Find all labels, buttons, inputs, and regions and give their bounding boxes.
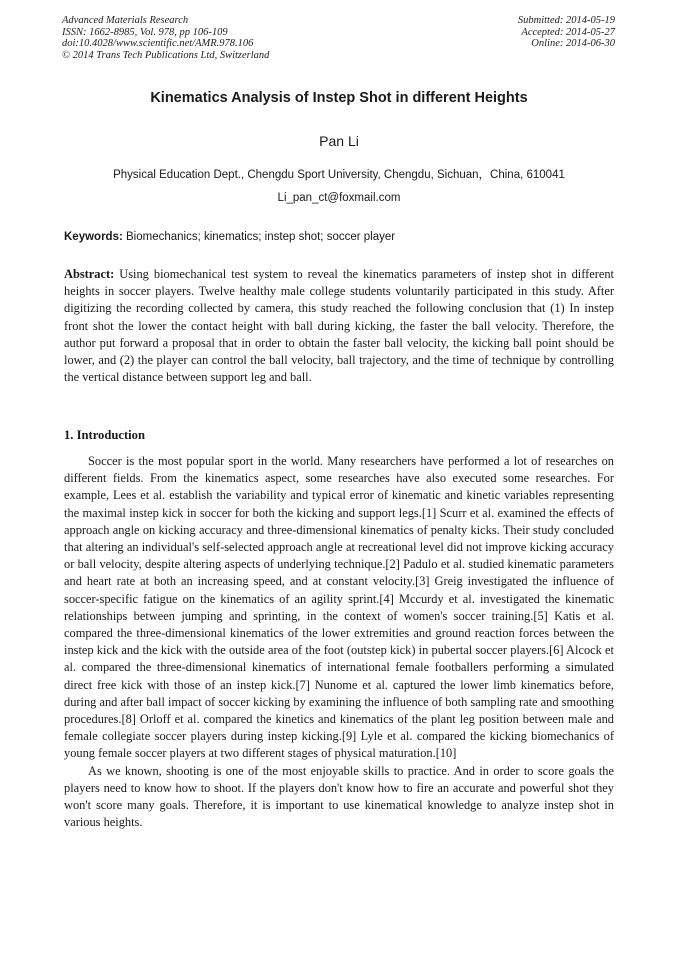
section-heading: 1. Introduction — [64, 428, 145, 442]
author-email[interactable]: Li_pan_ct@foxmail.com — [277, 192, 401, 204]
paper-title: Kinematics Analysis of Instep Shot in different Heights — [150, 90, 528, 106]
abstract — [64, 266, 614, 386]
introduction-body — [64, 453, 614, 831]
accepted-date: Accepted: 2014-05-27 — [521, 26, 615, 38]
journal-doi: doi:10.4028/www.scientific.net/AMR.978.106 — [62, 38, 254, 49]
abstract-text: Using biomechanical test system to reveal the kinematics parameters of instep shot in different heights in soccer players. Twelve healthy male college students voluntarily participated in this study. After digitizing the recording collected by camera, this study reached the following conclusion that (1) In instep front shot the lower the contact height with ball during kicking, the faster the ball velocity. Therefore, the author put forward a proposal that in order to obtain the faster ball velocity, the kicking ball point should be lower, and (2) the player can control the ball velocity, ball trajectory, and the time of technique by controlling the vertical distance between support leg and ball. — [64, 267, 614, 385]
journal-name: Advanced Materials Research — [62, 15, 189, 26]
journal-copyright: © 2014 Trans Tech Publications Ltd, Switzerland — [62, 49, 270, 61]
paragraph: Soccer is the most popular sport in the world. Many researchers have performed a lot of researches on different fields. From the kinematics aspect, some researches have also executed some researches. For example, Lees et al. establish the variability and typical error of kinematic and kinetic variables representing the maximal instep kick in soccer for both the kicking and support legs.[1] Scurr et al. examined the effects of approach angle on kicking accuracy and three-dimensional kinematics of penalty kicks. Their study concluded that altering an individual's self-selected approach angle at recreational level did not improve kicking accuracy or ball velocity, despite altering aspects of underlying technique.[2] Padulo et al. studied kinematic parameters and heart rate at both an increasing speed, and at constant velocity.[3] Greig investigated the influence of soccer-specific fatigue on the kinematics of an agility sprint.[4] Mccurdy et al. investigated the kinematic relationships between jumping and sprinting, in the context of women's soccer training.[5] Katis et al. compared the three-dimensional kinematics of the lower extremities and ground reaction forces between the instep kick and the kick with the outside area of the foot (outstep kick) in pubertal soccer players.[6] Alcock et al. compared the three-dimensional kinematics of international female footballers performing a simulated direct free kick with those of an instep kick.[7] Nunome et al. captured the lower limb kinematics before, during and after ball impact of soccer kicking by examining the influence of both sampling rate and smoothing procedures.[8] Orloff et al. compared the kinetics and kinematics of the plant leg position between male and female collegiate soccer players during instep kicking.[9] Lyle et al. compared the kicking biomechanics of young female soccer players at two different stages of physical maturation.[10] — [64, 454, 614, 761]
keywords — [64, 231, 624, 243]
abstract-label: Abstract: — [64, 267, 115, 281]
submitted-date: Submitted: 2014-05-19 — [517, 15, 615, 26]
author-name: Pan Li — [319, 133, 359, 149]
paragraph: As we known, shooting is one of the most enjoyable skills to practice. And in order to score goals the players need to know how to shoot. If the players don't know how to fire an accurate and powerful shot they won't score many goals. Therefore, it is important to use kinematical knowledge to analyze instep shot in various heights. — [64, 763, 614, 830]
keywords-text: Biomechanics; kinematics; instep shot; soccer player — [122, 231, 396, 243]
journal-issn: ISSN: 1662-8985, Vol. 978, pp 106-109 — [62, 26, 228, 38]
journal-info — [62, 15, 269, 61]
author-affiliation: Physical Education Dept., Chengdu Sport University, Chengdu, Sichuan，China, 610041 — [113, 169, 565, 181]
publication-dates — [518, 15, 615, 50]
keywords-label: Keywords: — [64, 231, 123, 243]
online-date: Online: 2014-06-30 — [531, 38, 615, 49]
